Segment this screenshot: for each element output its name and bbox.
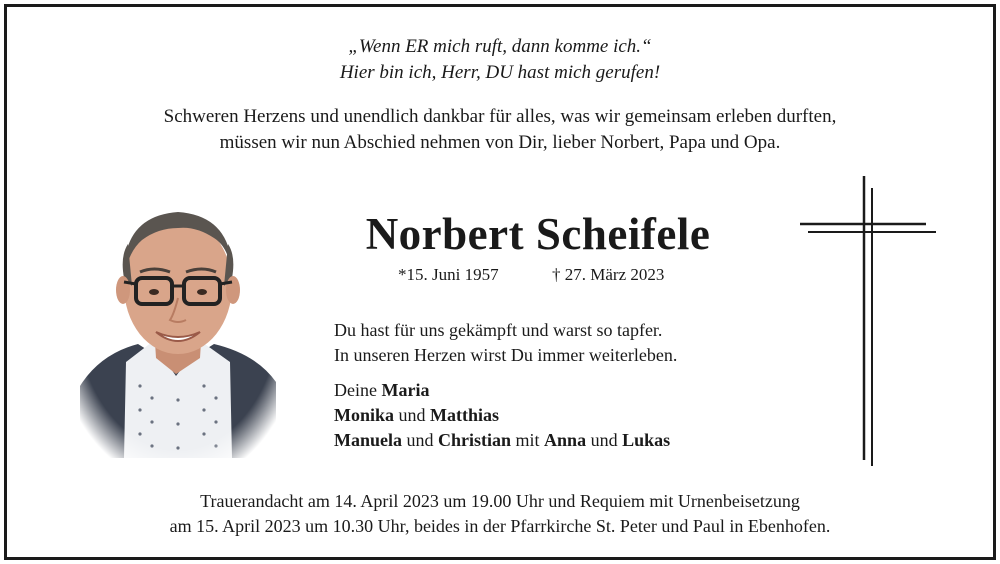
intro-line-2: müssen wir nun Abschied nehmen von Dir, lieber Norbert, Papa und Opa. bbox=[219, 132, 781, 153]
family-grandchild-1: Anna bbox=[544, 430, 587, 450]
family-partner-1: Matthias bbox=[430, 405, 500, 425]
family-and: und bbox=[590, 430, 618, 450]
service-line-2: am 15. April 2023 um 10.30 Uhr, beides in der Pfarrkirche St. Peter und Paul in Ebenhofen. bbox=[169, 516, 831, 536]
family-prefix: Deine bbox=[334, 380, 377, 400]
family-partner-2: Christian bbox=[438, 430, 512, 450]
family-line-3 bbox=[334, 427, 670, 453]
family-and: und bbox=[398, 405, 426, 425]
birth-date: *15. Juni 1957 bbox=[398, 265, 499, 284]
family-with: mit bbox=[515, 430, 540, 450]
motto-line-2: Hier bin ich, Herr, DU hast mich gerufen! bbox=[339, 62, 661, 83]
family-line-1 bbox=[334, 377, 429, 403]
family-grandchild-2: Lukas bbox=[622, 430, 671, 450]
service-line-1: Trauerandacht am 14. April 2023 um 19.00 Uhr und Requiem mit Urnenbeisetzung bbox=[200, 491, 800, 511]
portrait-photo bbox=[80, 186, 276, 458]
verse-line-2: In unseren Herzen wirst Du immer weiterleben. bbox=[334, 345, 678, 365]
family-child-1: Monika bbox=[334, 405, 395, 425]
family-wife: Maria bbox=[381, 380, 430, 400]
deceased-name: Norbert Scheifele bbox=[365, 209, 711, 259]
family-line-2 bbox=[334, 402, 499, 428]
cross-icon bbox=[798, 176, 938, 468]
death-date: † 27. März 2023 bbox=[552, 265, 665, 284]
motto-line-1: „Wenn ER mich ruft, dann komme ich.“ bbox=[348, 36, 652, 57]
intro-line-1: Schweren Herzens und unendlich dankbar für alles, was wir gemeinsam erleben durften, bbox=[163, 106, 837, 127]
family-child-2: Manuela bbox=[334, 430, 403, 450]
family-and: und bbox=[406, 430, 434, 450]
verse-line-1: Du hast für uns gekämpft und warst so tapfer. bbox=[334, 320, 663, 340]
